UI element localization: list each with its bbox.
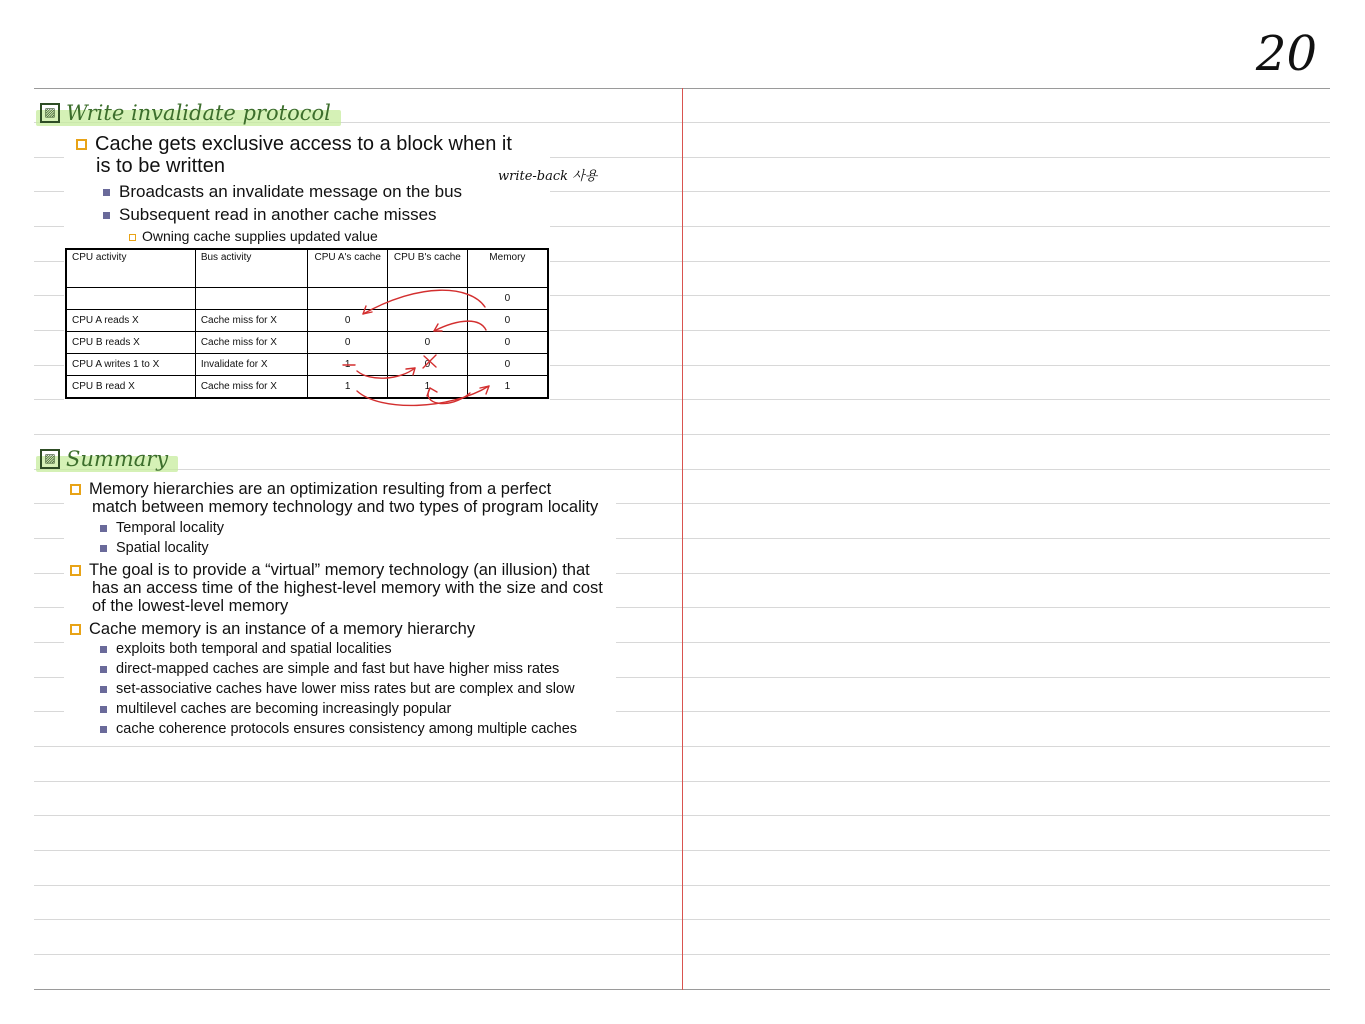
sub-bullet-item: [100, 540, 209, 556]
ink-arrow: [434, 321, 486, 331]
ink-arrow: [357, 386, 489, 405]
table-cell: 0: [467, 353, 548, 375]
sub-bullet-text: set-associative caches have lower miss rates but are complex and slow: [116, 681, 575, 697]
table-cell: Cache miss for X: [195, 331, 308, 353]
table-header: Bus activity: [195, 249, 308, 287]
table-cell: 0: [467, 287, 548, 309]
sub-bullet-icon: [100, 686, 107, 693]
bullet-item: [70, 620, 475, 639]
sub-bullet-text: Temporal locality: [116, 520, 224, 536]
bullet-text-cont: has an access time of the highest-level memory with the size and cost: [92, 579, 603, 597]
table-cell: 0: [467, 309, 548, 331]
heading-text: Summary: [66, 447, 169, 471]
table-cell: 0: [388, 331, 468, 353]
sub-bullet-item: [100, 641, 392, 657]
handwritten-annotation: write-back 사용: [498, 169, 598, 184]
table-header: Memory: [467, 249, 548, 287]
bullet-text-cont: is to be written: [96, 155, 225, 177]
sub-bullet-item: [100, 520, 224, 536]
sub-bullet-text: direct-mapped caches are simple and fast but have higher miss rates: [116, 661, 560, 677]
table-cell: Cache miss for X: [195, 309, 308, 331]
table-cell: CPU B read X: [66, 375, 195, 398]
checkbox-icon: ▨: [40, 103, 60, 123]
sub-bullet-icon: [100, 525, 107, 532]
table-header: CPU B's cache: [388, 249, 468, 287]
ink-cross-mark: [423, 355, 436, 368]
table-cell: Cache miss for X: [195, 375, 308, 398]
table-cell: 1: [308, 353, 388, 375]
sub-bullet-text: Broadcasts an invalidate message on the bus: [119, 182, 463, 201]
table-cell: Invalidate for X: [195, 353, 308, 375]
table-cell: CPU B reads X: [66, 331, 195, 353]
sub-bullet-icon: [100, 666, 107, 673]
table-cell: CPU A reads X: [66, 309, 195, 331]
table-header: CPU activity: [66, 249, 195, 287]
sub-bullet-item: [100, 701, 451, 717]
sub-bullet-item: [100, 681, 575, 697]
table-cell: CPU A writes 1 to X: [66, 353, 195, 375]
table-cell: 1: [308, 375, 388, 398]
table-cell: 0: [308, 309, 388, 331]
table-cell: 0: [388, 353, 468, 375]
bullet-icon: [70, 484, 81, 495]
sub-bullet-text: multilevel caches are becoming increasingly popular: [116, 701, 452, 717]
bullet-icon: [70, 624, 81, 635]
sub-bullet-text: cache coherence protocols ensures consistency among multiple caches: [116, 721, 578, 737]
section-heading-write-invalidate: [40, 101, 331, 125]
table-header: CPU A's cache: [308, 249, 388, 287]
table-cell: 1: [388, 375, 468, 398]
table-cell: 1: [467, 375, 548, 398]
sub-bullet-icon: [100, 726, 107, 733]
bullet-item: [70, 480, 551, 499]
bullet-text: Cache memory is an instance of a memory hierarchy: [89, 620, 476, 638]
bullet-text-cont: match between memory technology and two types of program locality: [92, 498, 599, 516]
ink-arrow: [363, 290, 485, 314]
bullet-text: Memory hierarchies are an optimization resulting from a perfect: [89, 480, 552, 498]
bullet-item: [70, 561, 590, 580]
bullet-text: Cache gets exclusive access to a block when it: [95, 133, 512, 155]
bullet-icon: [70, 565, 81, 576]
sub-bullet-item: [100, 721, 577, 737]
section-heading-summary: [40, 447, 168, 471]
subsub-bullet-text: Owning cache supplies updated value: [142, 228, 378, 244]
page-number: 20: [1255, 26, 1317, 82]
sub-bullet-text: exploits both temporal and spatial localities: [116, 641, 392, 657]
sub-bullet-icon: [100, 646, 107, 653]
sub-bullet-icon: [100, 545, 107, 552]
sub-bullet-item: [100, 661, 559, 677]
bullet-text-cont: of the lowest-level memory: [92, 597, 289, 615]
table-cell: 0: [467, 331, 548, 353]
heading-text: Write invalidate protocol: [66, 101, 331, 125]
sub-bullet-text: Spatial locality: [116, 540, 209, 556]
sub-bullet-text: Subsequent read in another cache misses: [119, 205, 437, 224]
table-cell: 0: [308, 331, 388, 353]
sub-bullet-icon: [100, 706, 107, 713]
checkbox-icon: ▨: [40, 449, 60, 469]
bullet-text: The goal is to provide a “virtual” memory technology (an illusion) that: [89, 561, 590, 579]
